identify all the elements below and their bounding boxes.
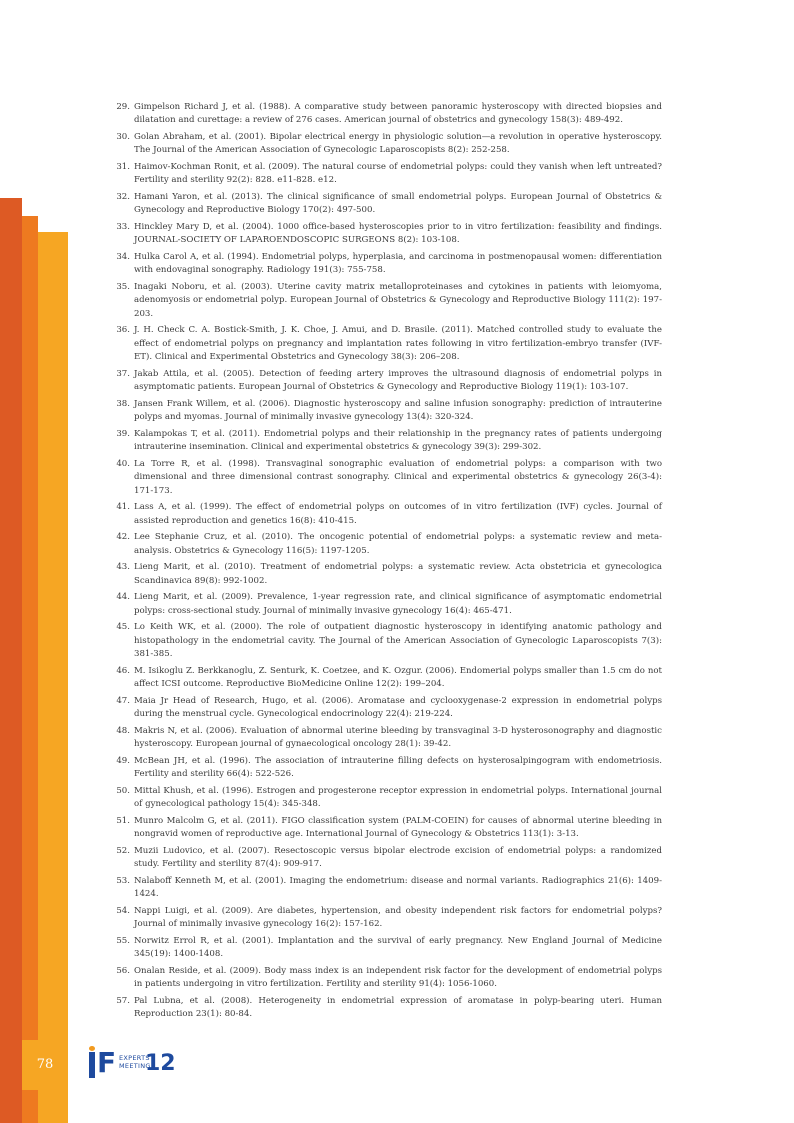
reference-text: J. H. Check C. A. Bostick-Smith, J. K. Choe, J. Amui, and D. Brasile. (2011). Matched controlled study to evaluate the effect of endometrial polyps on pregnancy and implantation rates following in vitro fertilization-embryo transfer (IVF-ET). Clinical and Experimental Obstetrics and Gynecology 38(3): 206–208. (134, 325, 662, 363)
reference-number: 56. (116, 965, 130, 976)
reference-number: 44. (116, 592, 130, 603)
reference-text: La Torre R, et al. (1998). Transvaginal sonographic evaluation of endometrial polyps: a comparison with two dimensional and three dimensional contrast sonography. Clinical and experimental obstetrics & gynecology 26(3-4): 171-173. (134, 458, 662, 496)
reference-item (112, 161, 662, 188)
reference-text: Lass A, et al. (1999). The effect of endometrial polyps on outcomes of in vitro fertilization (IVF) cycles. Journal of assisted reproduction and genetics 16(8): 410-415. (134, 502, 662, 526)
reference-item (112, 621, 662, 661)
reference-text: Haimov-Kochman Ronit, et al. (2009). The natural course of endometrial polyps: could they vanish when left untreated? Fertility and sterility 92(2): 828. e11-828. e12. (134, 162, 662, 186)
reference-text: Jakab Attila, et al. (2005). Detection of feeding artery improves the ultrasound diagnosis of endometrial polyps in asymptomatic patients. European Journal of Obstetrics & Gynecology and Reproductive Biology 119(1): 103-107. (134, 368, 662, 393)
reference-text: Hinckley Mary D, et al. (2004). 1000 office-based hysteroscopies prior to in vitro fertilization: feasibility and findings. JOURNAL-SOCIETY OF LAPAROENDOSCOPIC SURGEONS 8(2): 103-108. (134, 222, 662, 246)
reference-number: 31. (116, 162, 130, 172)
reference-item (112, 875, 662, 902)
reference-text: McBean JH, et al. (1996). The association of intrauterine filling defects on hysterosalpingogram with endometriosis. Fertility and sterility 66(4): 522-526. (134, 755, 662, 780)
reference-text: Onalan Reside, et al. (2009). Body mass index is an independent risk factor for the development of endometrial polyps in patients undergoing in vitro fertilization. Fertility and sterility 91(4): 1056-1060. (134, 965, 662, 990)
reference-text: Lieng Marit, et al. (2010). Treatment of endometrial polyps: a systematic review. Acta obstetricia et gynecologica Scandinavica 89(8): 992-1002. (134, 562, 662, 586)
reference-item (112, 755, 662, 782)
reference-item (112, 995, 662, 1022)
reference-number: 55. (116, 935, 130, 946)
reference-item (112, 785, 662, 812)
reference-number: 37. (116, 368, 130, 379)
reference-text: M. Isikoglu Z. Berkkanoglu, Z. Senturk, K. Coetzee, and K. Ozgur. (2006). Endomerial polyps smaller than 1.5 cm do not affect ICSI outcome. Reproductive BioMedicine Online 12(2): 199–204. (134, 665, 662, 690)
reference-number: 30. (116, 132, 130, 142)
reference-item (112, 324, 662, 364)
reference-item (112, 501, 662, 528)
reference-item (112, 695, 662, 722)
reference-item (112, 428, 662, 455)
reference-number: 57. (116, 995, 130, 1006)
reference-number: 54. (116, 905, 130, 916)
logo-number: 12 (145, 1051, 176, 1076)
reference-text: Lieng Marit, et al. (2009). Prevalence, 1-year regression rate, and clinical significance of asymptomatic endometrial polyps: cross-sectional study. Journal of minimally invasive gynecology 16(4): 465-471. (134, 592, 662, 616)
reference-number: 53. (116, 875, 130, 886)
reference-number: 51. (116, 815, 130, 826)
reference-text: Pal Lubna, et al. (2008). Heterogeneity in endometrial expression of aromatase in polyp-bearing uteri. Human Reproduction 23(1): 80-84. (134, 995, 662, 1020)
side-stripe-light (38, 232, 68, 1123)
reference-number: 50. (116, 785, 130, 796)
logo-line-1: EXPERTS (119, 1054, 150, 1062)
reference-list (112, 101, 662, 1025)
reference-item (112, 251, 662, 278)
reference-text: Nappi Luigi, et al. (2009). Are diabetes, hypertension, and obesity independent risk factors for endometrial polyps? Journal of minimally invasive gynecology 16(2): 157-162. (134, 905, 662, 930)
ivf-experts-meeting-logo (89, 1046, 179, 1080)
reference-number: 48. (116, 725, 130, 736)
reference-text: Mittal Khush, et al. (1996). Estrogen and progesterone receptor expression in endometrial polyps. International journal of gynecological pathology 15(4): 345-348. (134, 785, 662, 810)
reference-number: 52. (116, 845, 130, 856)
reference-item (112, 965, 662, 992)
reference-text: Inagaki Noboru, et al. (2003). Uterine cavity matrix metalloproteinases and cytokines in patients with leiomyoma, adenomyosis or endometrial polyp. European Journal of Obstetrics & Gynecology and Reproductive Biology 111(2): 197-203. (134, 282, 662, 319)
reference-number: 38. (116, 398, 130, 409)
reference-item (112, 191, 662, 218)
reference-text: Golan Abraham, et al. (2001). Bipolar electrical energy in physiologic solution—a revolution in operative hysteroscopy. The Journal of the American Association of Gynecologic Laparoscopists 8(2): 252-258. (134, 132, 662, 156)
logo-f-mark: F (97, 1046, 117, 1079)
reference-text: Maia Jr Head of Research, Hugo, et al. (2006). Aromatase and cyclooxygenase-2 expression in endometrial polyps during the menstrual cycle. Gynecological endocrinology 22(4): 219-224. (134, 695, 662, 720)
reference-number: 29. (116, 102, 130, 112)
reference-text: Jansen Frank Willem, et al. (2006). Diagnostic hysteroscopy and saline infusion sonography: prediction of intrauterine polyps and myomas. Journal of minimally invasive gynecology 13(4): 320-324. (134, 398, 662, 423)
side-stripe-dark (0, 198, 22, 1123)
reference-number: 47. (116, 695, 130, 706)
reference-text: Hamani Yaron, et al. (2013). The clinical significance of small endometrial polyps. European Journal of Obstetrics & Gynecology and Reproductive Biology 170(2): 497-500. (134, 192, 662, 216)
logo-dot (89, 1046, 95, 1051)
reference-item (112, 458, 662, 498)
reference-item (112, 561, 662, 588)
reference-item (112, 905, 662, 932)
reference-item (112, 725, 662, 752)
reference-text: Kalampokas T, et al. (2011). Endometrial polyps and their relationship in the pregnancy rates of patients undergoing intrauterine insemination. Clinical and experimental obstetrics & gynecology 39(3): 299-302. (134, 428, 662, 453)
reference-text: Nalaboff Kenneth M, et al. (2001). Imaging the endometrium: disease and normal variants. Radiographics 21(6): 1409-1424. (134, 875, 662, 900)
reference-item (112, 131, 662, 158)
reference-item (112, 221, 662, 248)
side-stripe-mid (22, 216, 38, 1123)
reference-number: 33. (116, 222, 130, 232)
page-number: 78 (22, 1040, 68, 1090)
reference-number: 34. (116, 252, 130, 262)
reference-number: 32. (116, 192, 130, 202)
reference-item (112, 101, 662, 128)
reference-number: 49. (116, 755, 130, 766)
reference-number: 43. (116, 562, 130, 573)
reference-number: 46. (116, 665, 130, 676)
reference-item (112, 281, 662, 321)
reference-number: 42. (116, 532, 130, 543)
reference-item (112, 591, 662, 618)
reference-item (112, 398, 662, 425)
reference-item (112, 368, 662, 395)
reference-text: Makris N, et al. (2006). Evaluation of abnormal uterine bleeding by transvaginal 3-D hysterosonography and diagnostic hysteroscopy. European journal of gynaecological oncology 28(1): 39-42. (134, 725, 662, 750)
reference-number: 45. (116, 622, 130, 633)
reference-item (112, 815, 662, 842)
logo-line-2: MEETING (119, 1062, 151, 1070)
reference-item (112, 935, 662, 962)
reference-text: Muzii Ludovico, et al. (2007). Resectoscopic versus bipolar electrode excision of endometrial polyps: a randomized study. Fertility and sterility 87(4): 909-917. (134, 845, 662, 870)
reference-number: 35. (116, 282, 130, 292)
reference-text: Munro Malcolm G, et al. (2011). FIGO classification system (PALM-COEIN) for causes of abnormal uterine bleeding in nongravid women of reproductive age. International Journal of Gynecology & Obstetrics 113(1): 3-13. (134, 815, 662, 840)
reference-item (112, 531, 662, 558)
reference-number: 36. (116, 325, 130, 336)
reference-number: 41. (116, 502, 130, 513)
reference-text: Norwitz Errol R, et al. (2001). Implantation and the survival of early pregnancy. New England Journal of Medicine 345(19): 1400-1408. (134, 935, 662, 960)
reference-text: Hulka Carol A, et al. (1994). Endometrial polyps, hyperplasia, and carcinoma in postmenopausal women: differentiation with endovaginal sonography. Radiology 191(3): 755-758. (134, 252, 662, 276)
reference-number: 40. (116, 458, 130, 469)
reference-number: 39. (116, 428, 130, 439)
reference-text: Lee Stephanie Cruz, et al. (2010). The oncogenic potential of endometrial polyps: a systematic review and meta-analysis. Obstetrics & Gynecology 116(5): 1197-1205. (134, 532, 662, 556)
reference-text: Lo Keith WK, et al. (2000). The role of outpatient diagnostic hysteroscopy in identifying anatomic pathology and histopathology in the endometrial cavity. The Journal of the American Association of Gynecologic Laparoscopists 7(3): 381-385. (134, 622, 662, 660)
reference-item (112, 665, 662, 692)
reference-text: Gimpelson Richard J, et al. (1988). A comparative study between panoramic hysteroscopy with directed biopsies and dilatation and curettage: a review of 276 cases. American journal of obstetrics and gynecology 158(3): 489-492. (134, 102, 662, 126)
reference-item (112, 845, 662, 872)
logo-i-mark (89, 1052, 95, 1078)
